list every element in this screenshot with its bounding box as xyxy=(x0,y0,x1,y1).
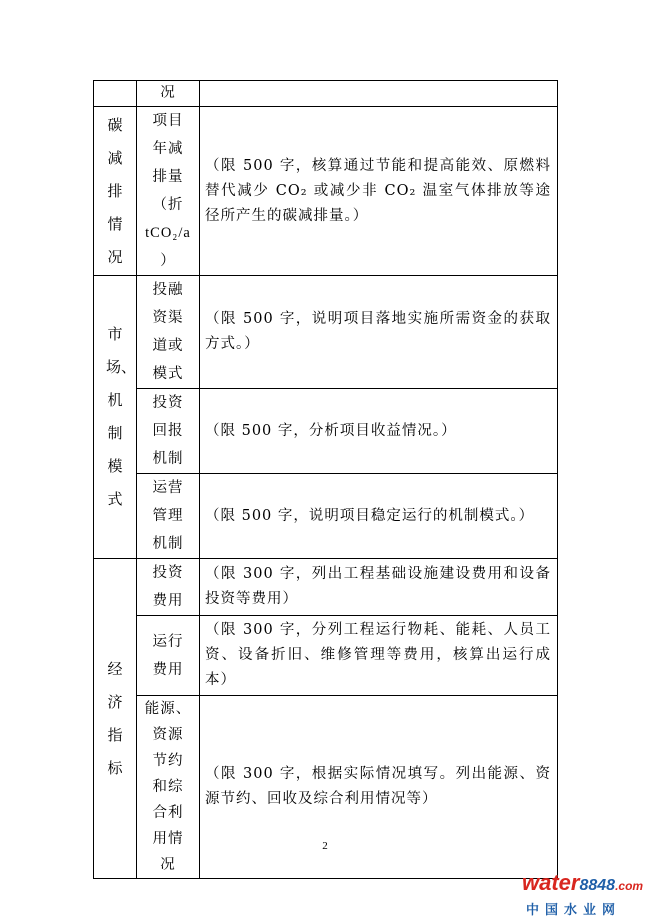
table-row xyxy=(94,276,558,389)
section-cell xyxy=(94,81,137,107)
table-row xyxy=(94,559,558,616)
item-label: 运营 管理 机制 xyxy=(137,474,200,559)
table-row xyxy=(94,616,558,696)
item-label: 能源、 资源 节约 和综 合利 用情 况 xyxy=(137,696,200,879)
form-table xyxy=(93,80,558,879)
description-cell: （限 300 字，分列工程运行物耗、能耗、人员工资、设备折旧、维修管理等费用，核算出运行成本） xyxy=(200,616,558,696)
description-cell: （限 300 字，列出工程基础设施建设费用和设备投资等费用） xyxy=(200,559,558,616)
item-label-carbon: 项目 年减 排量 （折 tCO₂/a ） xyxy=(137,107,200,276)
table-row xyxy=(94,389,558,474)
table-row xyxy=(94,474,558,559)
section-label-economic: 经济指标 xyxy=(94,559,137,879)
water8848-logo: water8848.com 中国水业网 xyxy=(522,870,644,918)
table-row xyxy=(94,107,558,276)
section-label-market: 市场、机制模式 xyxy=(94,276,137,559)
description-cell: （限 500 字，核算通过节能和提高能效、原燃料替代减少 CO₂ 或减少非 CO₂ 温室气体排放等途径所产生的碳减排量。） xyxy=(200,107,558,276)
table-row xyxy=(94,81,558,107)
section-label-carbon: 碳减排情况 xyxy=(94,107,137,276)
item-label: 投融 资渠 道或 模式 xyxy=(137,276,200,389)
item-label: 投资 回报 机制 xyxy=(137,389,200,474)
description-cell: （限 500 字，说明项目落地实施所需资金的获取方式。） xyxy=(200,276,558,389)
item-label: 投资 费用 xyxy=(137,559,200,616)
description-cell: （限 500 字，说明项目稳定运行的机制模式。） xyxy=(200,474,558,559)
description-cell: （限 500 字，分析项目收益情况。） xyxy=(200,389,558,474)
page-number: 2 xyxy=(322,840,328,852)
item-cell: 况 xyxy=(137,81,200,107)
description-cell xyxy=(200,81,558,107)
description-cell: （限 300 字，根据实际情况填写。列出能源、资源节约、回收及综合利用情况等） xyxy=(200,696,558,879)
item-label: 运行 费用 xyxy=(137,616,200,696)
